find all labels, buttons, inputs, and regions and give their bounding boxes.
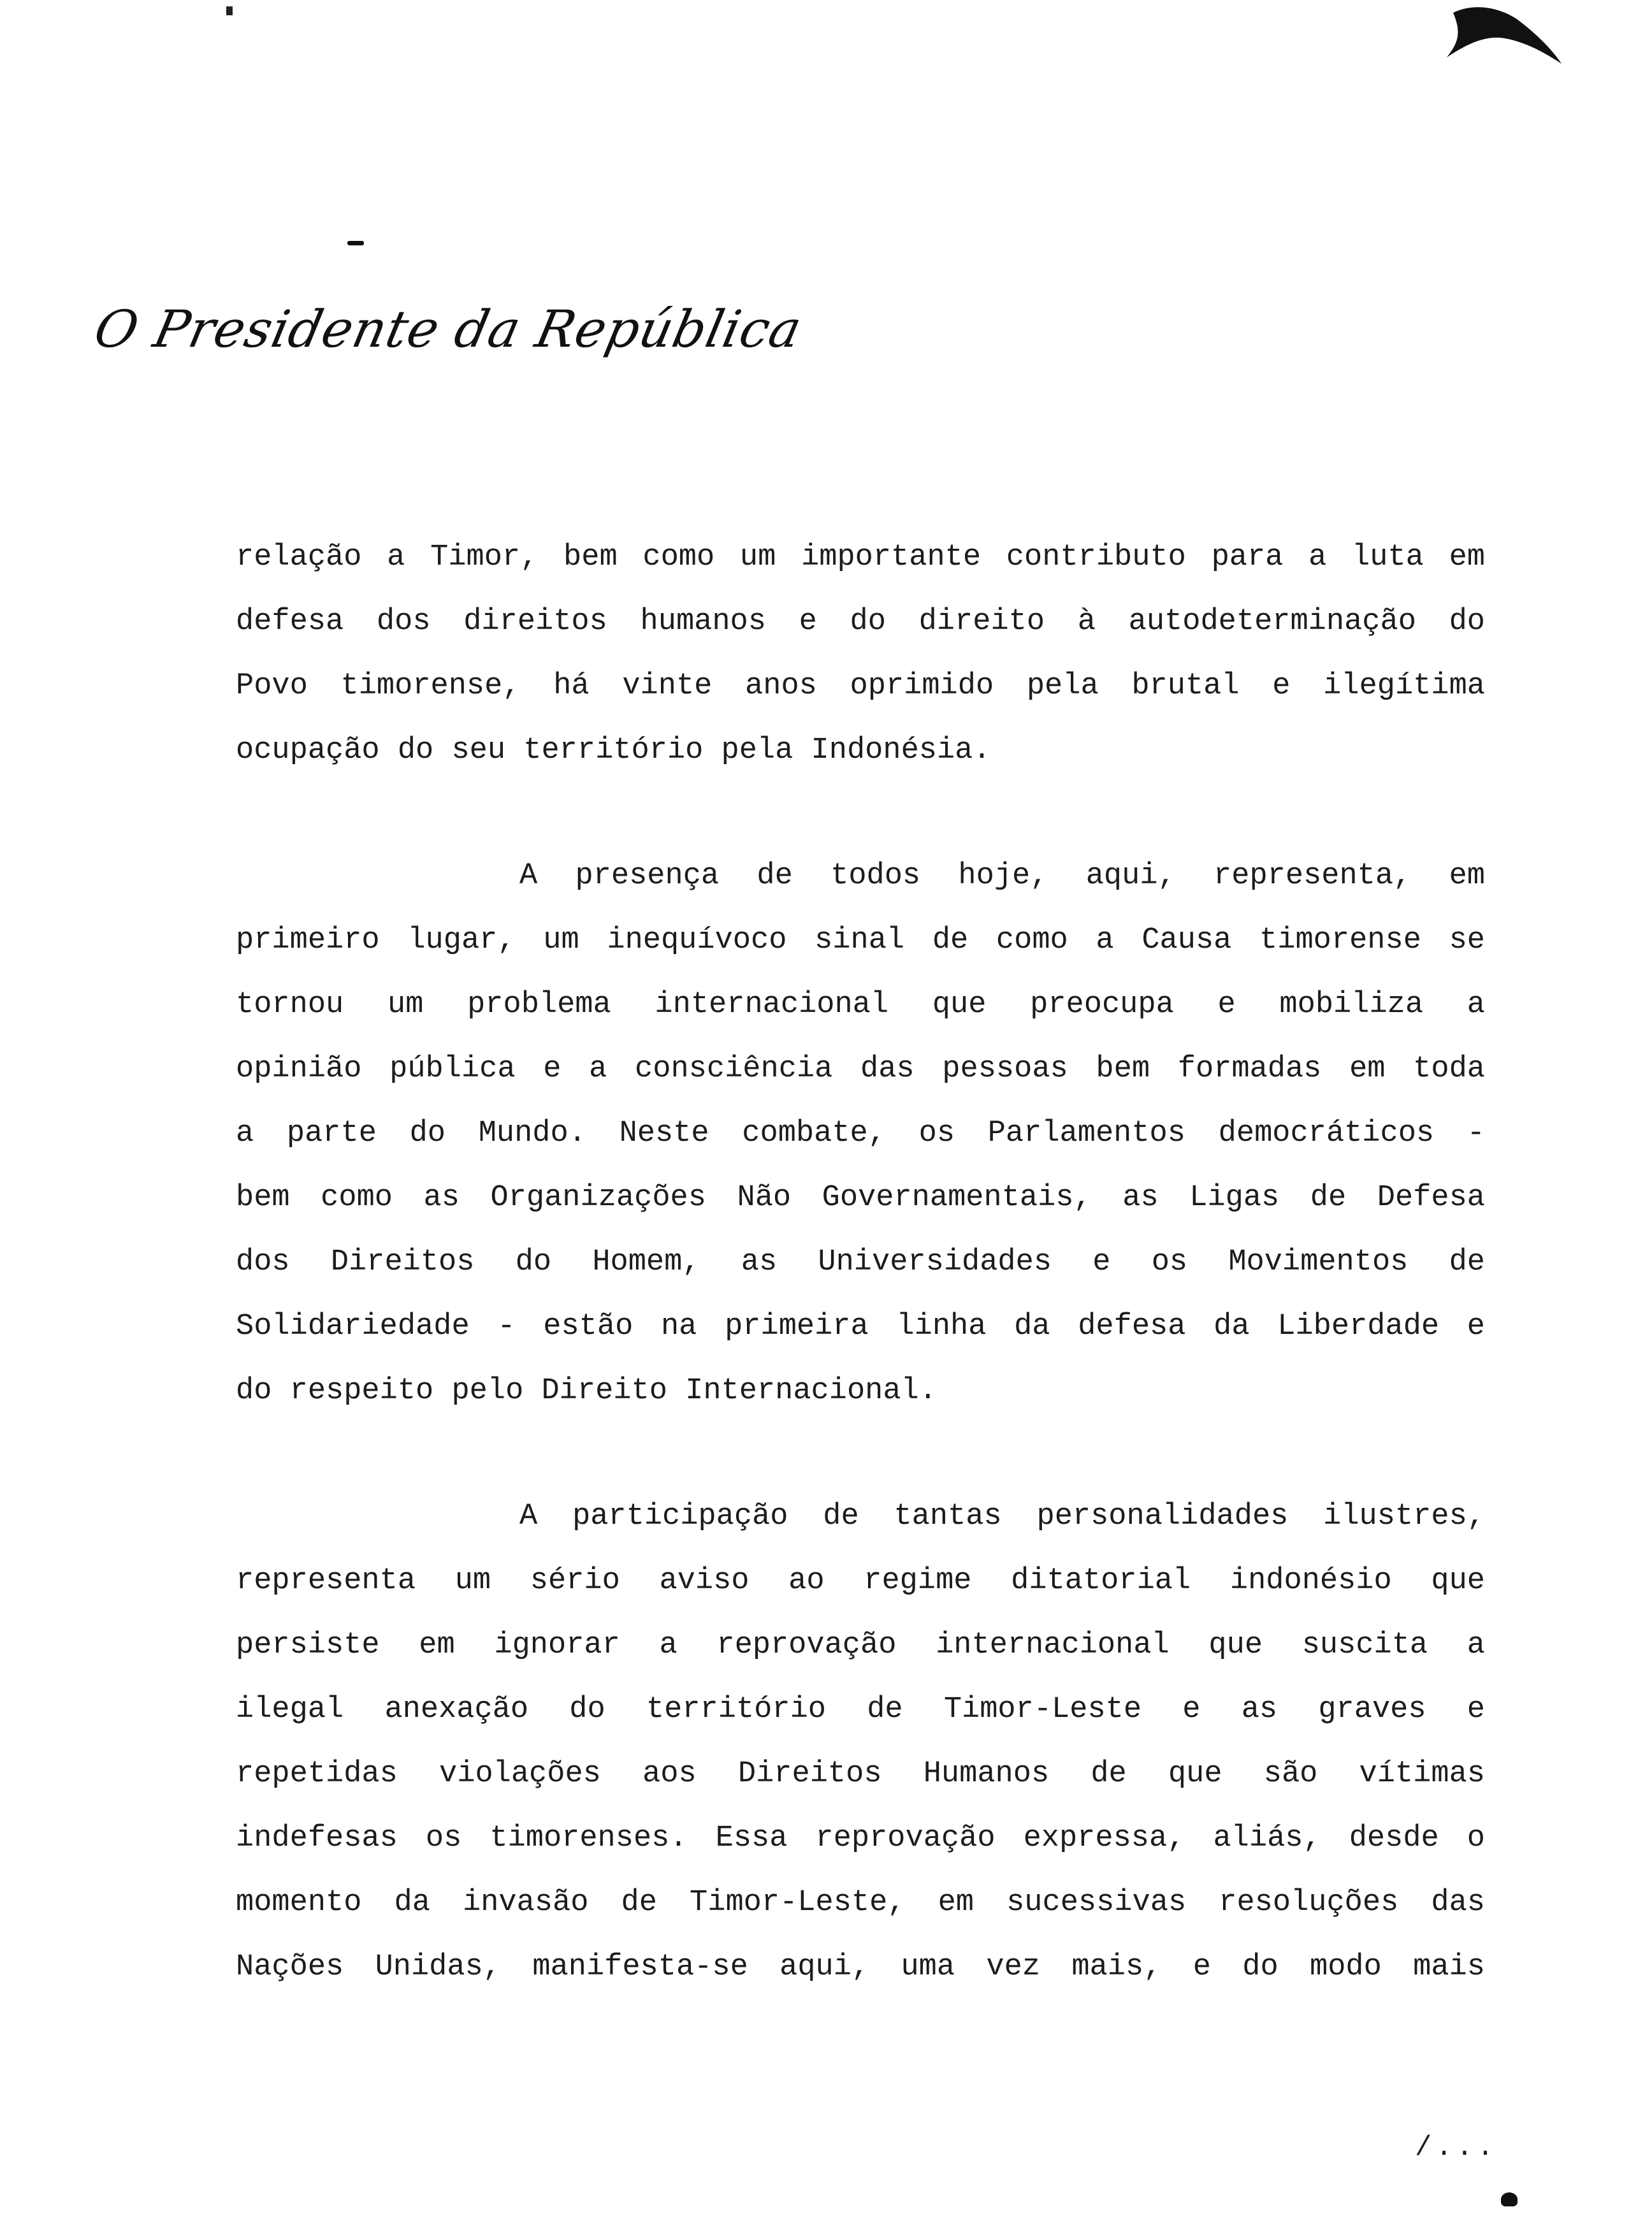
page-continuation-mark: /...	[1415, 2132, 1498, 2164]
scan-dot	[1501, 2192, 1518, 2206]
text-line: momento da invasão de Timor-Leste, em sucessivas resoluções das	[236, 1886, 1485, 1920]
paragraph-2	[236, 860, 1485, 1440]
text-line: tornou um problema internacional que preocupa e mobiliza a	[236, 988, 1485, 1022]
text-line: relação a Timor, bem como um importante contributo para a luta em	[236, 540, 1485, 574]
text-line: a parte do Mundo. Neste combate, os Parlamentos democráticos -	[236, 1117, 1485, 1150]
paragraph-1	[236, 542, 1485, 799]
text-line: ilegal anexação do território de Timor-Leste e as graves e	[236, 1693, 1485, 1727]
text-line: opinião pública e a consciência das pessoas bem formadas em toda	[236, 1052, 1485, 1086]
text-line: defesa dos direitos humanos e do direito à autodeterminação do	[236, 605, 1485, 639]
text-line: A participação de tantas personalidades ilustres,	[519, 1500, 1485, 1533]
letterhead-title: O Presidente da República	[89, 300, 808, 359]
text-line: bem como as Organizações Não Governamentais, as Ligas de Defesa	[236, 1181, 1485, 1215]
text-line: representa um sério aviso ao regime ditatorial indonésio que	[236, 1564, 1485, 1598]
text-line: indefesas os timorenses. Essa reprovação expressa, aliás, desde o	[236, 1821, 1485, 1855]
text-line: Nações Unidas, manifesta-se aqui, uma vez mais, e do modo mais	[236, 1950, 1485, 1984]
text-line: dos Direitos do Homem, as Universidades e os Movimentos de	[236, 1245, 1485, 1279]
text-line: do respeito pelo Direito Internacional.	[236, 1374, 937, 1408]
paragraph-3	[236, 1501, 1485, 2016]
scan-speck	[226, 6, 233, 15]
text-line: A presença de todos hoje, aqui, representa, em	[519, 859, 1485, 893]
text-line: persiste em ignorar a reprovação internacional que suscita a	[236, 1628, 1485, 1662]
corner-ink-blot-icon	[1428, 0, 1568, 70]
text-line: Solidariedade - estão na primeira linha da defesa da Liberdade e	[236, 1310, 1485, 1343]
text-line: repetidas violações aos Direitos Humanos de que são vítimas	[236, 1757, 1485, 1791]
scan-dash	[347, 241, 364, 245]
text-line: primeiro lugar, um inequívoco sinal de como a Causa timorense se	[236, 923, 1485, 957]
text-line: Povo timorense, há vinte anos oprimido pela brutal e ilegítima	[236, 669, 1485, 703]
text-line: ocupação do seu território pela Indonésia.	[236, 734, 991, 767]
